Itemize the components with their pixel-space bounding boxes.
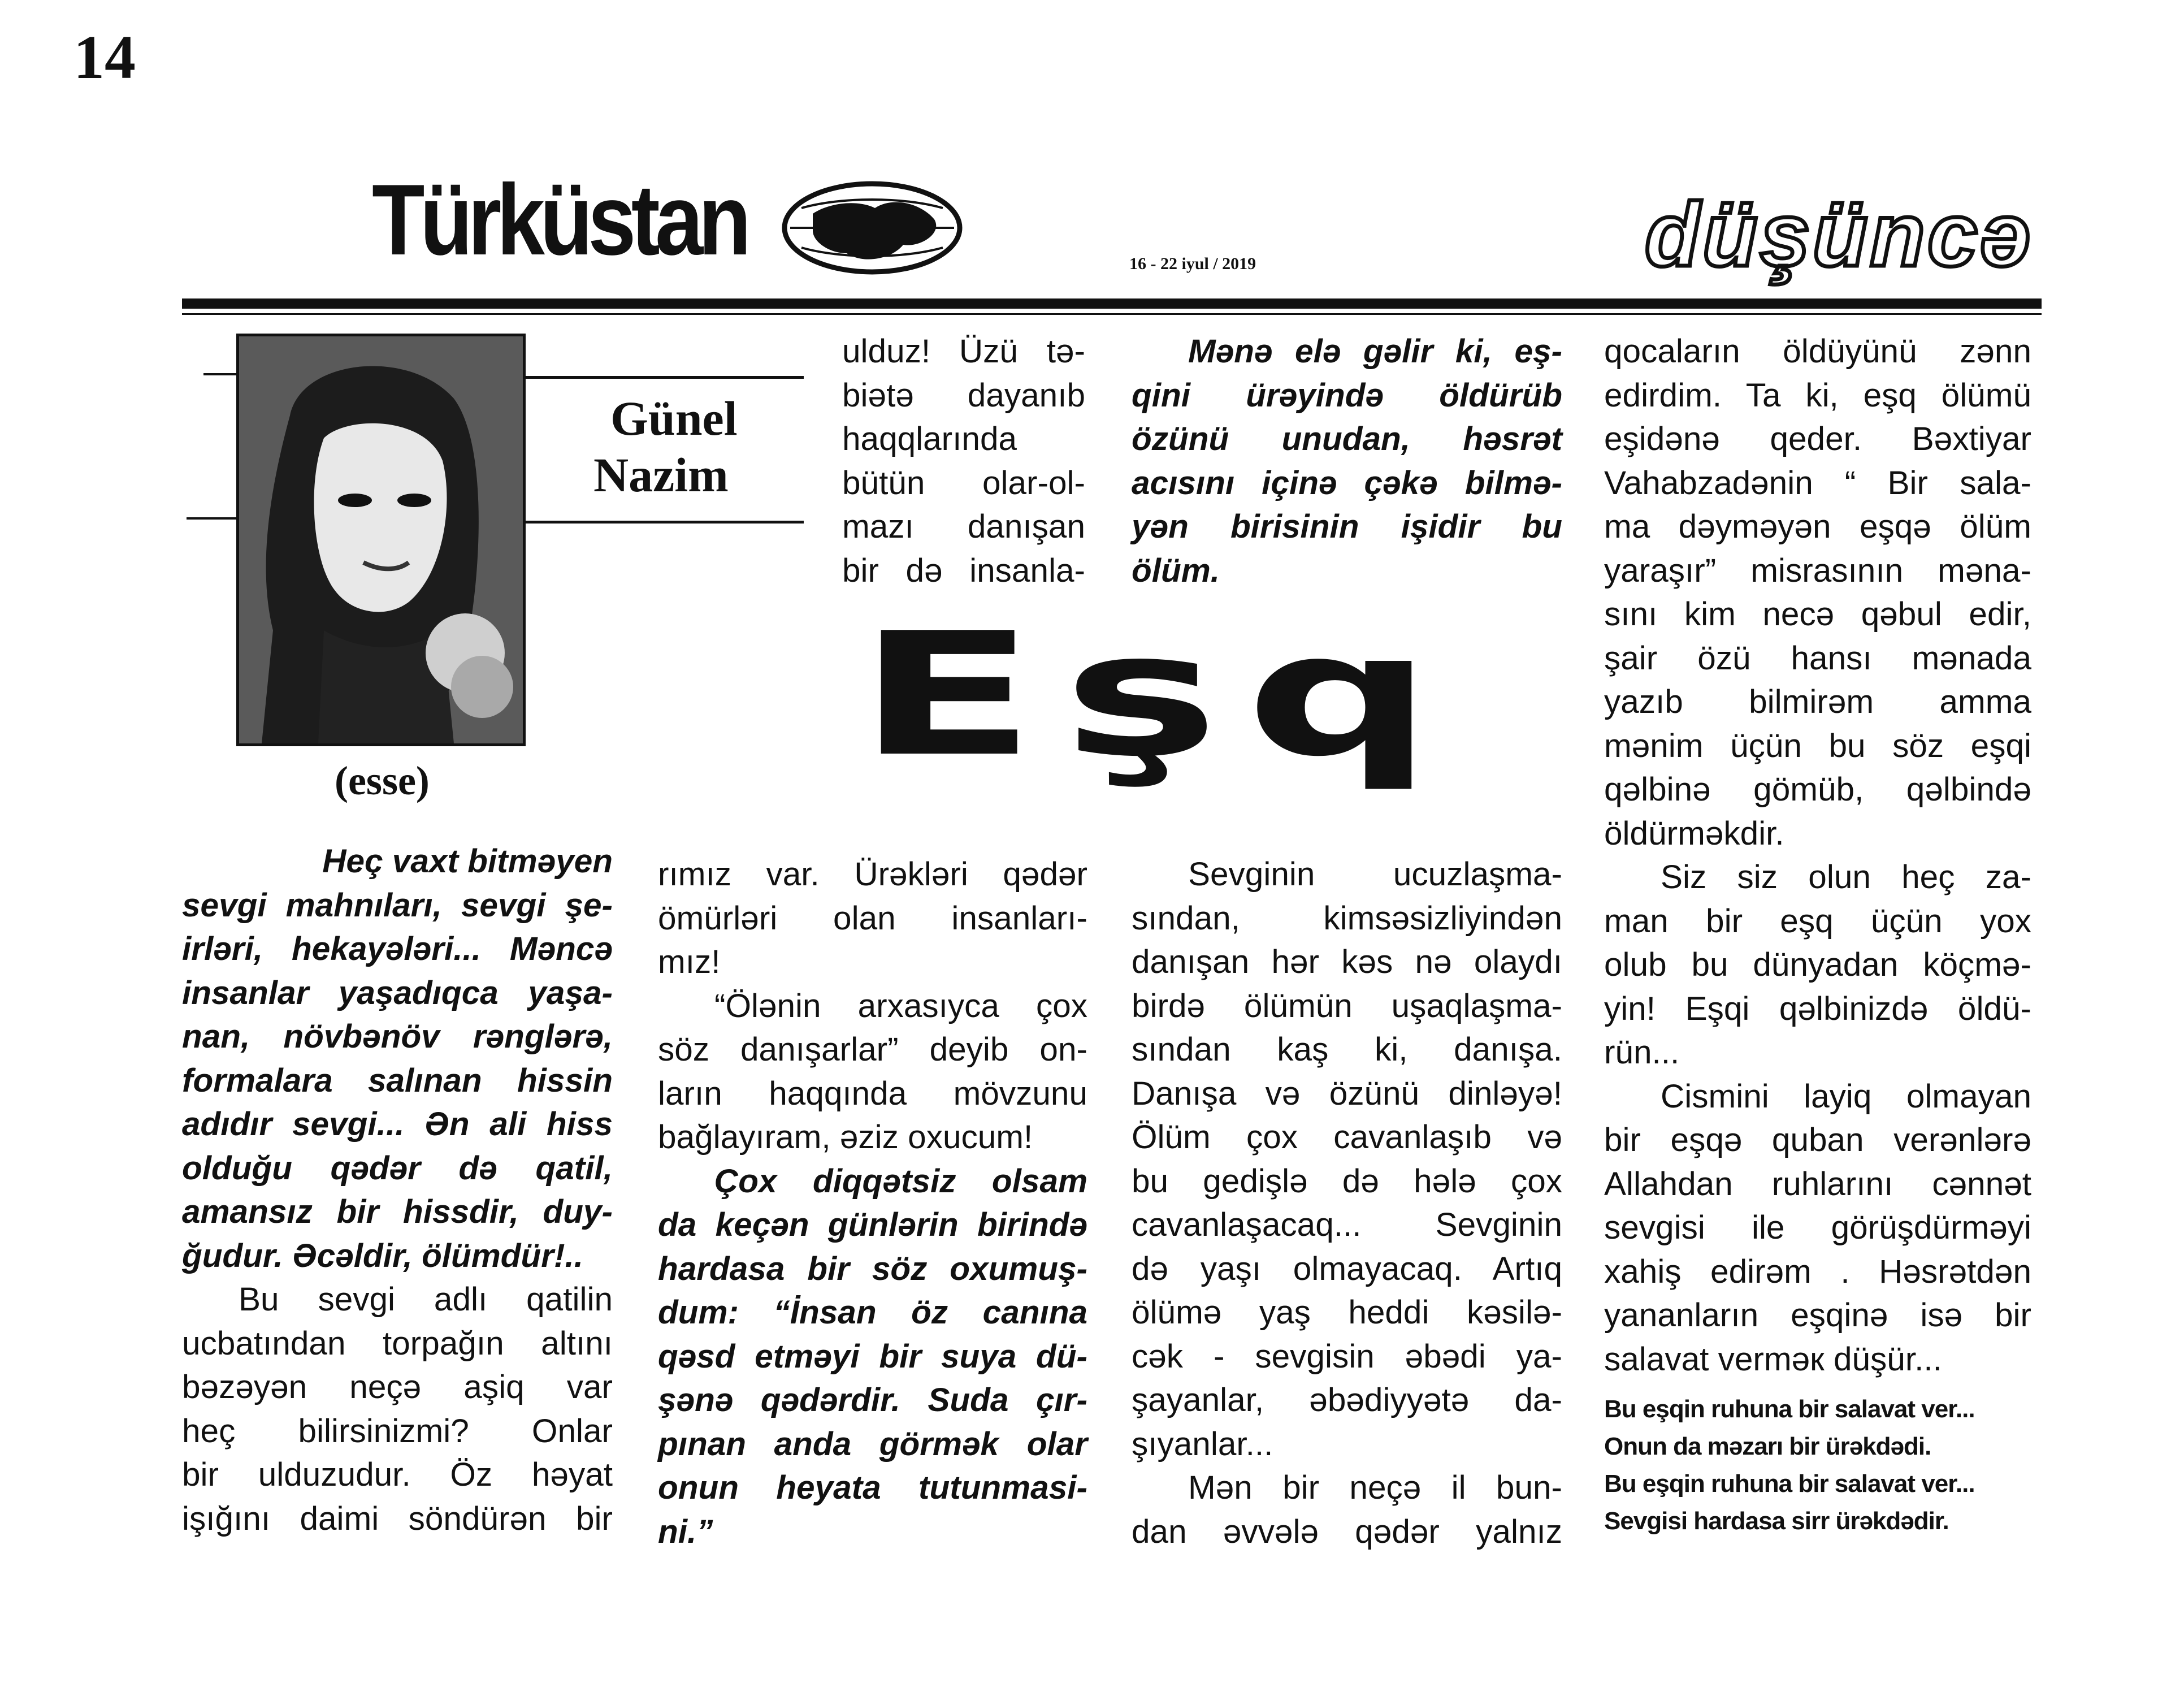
masthead-rule bbox=[182, 298, 2042, 309]
author-rule bbox=[526, 376, 804, 379]
text-line: ömürləri olan insanları- bbox=[658, 899, 1087, 937]
text-line: Mən bir neçə il bun- bbox=[1188, 1469, 1562, 1506]
text-line: qocaların öldüyünü zənn bbox=[1604, 333, 2031, 370]
text-line: ölüm. bbox=[1132, 552, 1220, 589]
column-2-top bbox=[842, 330, 1085, 592]
text-line: bir ulduzudur. Öz həyat bbox=[182, 1456, 613, 1493]
text-line: adıdır sevgi... Ən ali hiss bbox=[182, 1106, 613, 1143]
poem-line: Onun da məzarı bir ürəkdədi. bbox=[1604, 1433, 1931, 1460]
column-1 bbox=[182, 840, 613, 1541]
text-line: Bu sevgi adlı qatilin bbox=[239, 1281, 613, 1318]
masthead-rule-thin bbox=[182, 313, 2042, 315]
text-line: insanlar yaşadıqca yaşa- bbox=[182, 974, 613, 1011]
text-line: mazı danışan bbox=[842, 508, 1085, 545]
text-line: bağlayıram, əziz oxucum! bbox=[658, 1119, 1033, 1156]
text-line: salavat verməк düşür... bbox=[1604, 1340, 1942, 1378]
text-line: mız! bbox=[658, 944, 721, 980]
photo-frame-tick bbox=[203, 373, 236, 375]
text-line: xahiş edirəm . Həsrətdən bbox=[1604, 1253, 2031, 1290]
text-line: ların haqqında mövzunu bbox=[658, 1075, 1087, 1112]
text-line: man bir eşq üçün yox bbox=[1604, 902, 2031, 940]
text-line: Ölüm çox cavanlaşıb və bbox=[1132, 1119, 1562, 1156]
text-line: ölümə yaş heddi kəsilə- bbox=[1132, 1294, 1562, 1331]
author-first-name: Günel bbox=[610, 391, 738, 445]
text-line: Cismini layiq olmayan bbox=[1661, 1078, 2031, 1115]
text-line: sevgisi ile görüşdürməyi bbox=[1604, 1209, 2031, 1246]
text-line: edirdim. Ta ki, eşq ölümü bbox=[1604, 377, 2031, 414]
quote-paragraph bbox=[658, 1159, 1087, 1554]
column-3 bbox=[1132, 853, 1562, 1554]
pull-quote bbox=[1132, 330, 1562, 592]
text-line: yaraşır” misrasının məna- bbox=[1604, 552, 2031, 589]
body-paragraph bbox=[182, 1278, 613, 1541]
text-line: bəzəyən neçə aşiq var bbox=[182, 1369, 613, 1405]
text-line: Heç vaxt bitməyen bbox=[322, 843, 613, 880]
text-line: yin! Eşqi qəlbinizdə öldü- bbox=[1604, 990, 2031, 1027]
text-line: yananların eşqinə isə bir bbox=[1604, 1297, 2031, 1334]
poem-line: Bu eşqin ruhuna bir salavat ver... bbox=[1604, 1395, 1975, 1423]
closing-poem bbox=[1604, 1391, 2034, 1540]
text-line: şənə qədərdir. Suda çır- bbox=[658, 1382, 1087, 1418]
issue-date: 16 - 22 iyul / 2019 bbox=[1129, 254, 1256, 273]
text-line: biətə dayanıb bbox=[842, 377, 1085, 414]
text-line: yazıb bilmirəm amma bbox=[1604, 683, 2031, 720]
text-line: Mənə elə gəlir ki, eş- bbox=[1188, 333, 1562, 370]
text-line: olub bu dünyadan köçmə- bbox=[1604, 946, 2031, 983]
column-2 bbox=[658, 853, 1087, 1554]
globe-logo-icon bbox=[779, 180, 965, 276]
body-paragraph bbox=[1132, 1466, 1562, 1554]
text-line: qəlbinə gömüb, qəlbində bbox=[1604, 771, 2031, 808]
newspaper-brand: Türküstan bbox=[372, 163, 747, 276]
body-paragraph bbox=[1604, 855, 2031, 1075]
text-line: yən birisinin işidir bu bbox=[1132, 508, 1562, 545]
body-paragraph bbox=[1132, 853, 1562, 1466]
text-line: şayanlar, əbədiyyətə da- bbox=[1132, 1382, 1562, 1418]
text-line: Sevginin ucuzlaşma- bbox=[1188, 856, 1562, 893]
text-line: söz danışarlar” deyib on- bbox=[658, 1031, 1087, 1068]
text-line: eşidənə qeder. Bəxtiyar bbox=[1604, 421, 2031, 457]
poem-line: Bu eşqin ruhuna bir salavat ver... bbox=[1604, 1470, 1975, 1498]
text-line: ğudur. Əcəldir, ölümdür!.. bbox=[182, 1237, 584, 1274]
text-line: rımız var. Ürəkləri qədər bbox=[658, 856, 1087, 893]
text-line: sından kaş ki, danışa. bbox=[1132, 1031, 1562, 1068]
text-line: da keçən günlərin birində bbox=[658, 1206, 1087, 1243]
text-line: özünü unudan, həsrət bbox=[1132, 421, 1562, 457]
text-line: Vahabzadənin “ Bir sala- bbox=[1604, 464, 2031, 501]
text-line: pınan anda görmək olar bbox=[658, 1425, 1087, 1463]
text-line: sından, kimsəsizliyindən bbox=[1132, 899, 1562, 937]
text-line: nan, növbənöv rənglərə, bbox=[182, 1018, 613, 1055]
text-line: şair özü hansı mənada bbox=[1604, 639, 2031, 677]
text-line: Çox diqqətsiz olsam bbox=[714, 1162, 1087, 1200]
text-line: ni.” bbox=[658, 1513, 713, 1550]
text-line: bir də insanla- bbox=[842, 552, 1085, 589]
author-portrait-image bbox=[239, 336, 523, 743]
text-line: hardasa bir söz oxumuş- bbox=[658, 1250, 1087, 1287]
text-line: Danışa və özünü dinləyə! bbox=[1132, 1075, 1562, 1112]
text-line: ucbatından torpağın altını bbox=[182, 1325, 613, 1362]
text-line: rün... bbox=[1604, 1034, 1680, 1071]
lead-paragraph bbox=[182, 840, 613, 1278]
text-line: bir eşqə quban verənlərə bbox=[1604, 1122, 2031, 1158]
text-line: danışan hər kəs nə olaydı bbox=[1132, 944, 1562, 980]
text-line: bu gedişlə də hələ çox bbox=[1132, 1162, 1562, 1200]
text-line: olduğu qədər də qatil, bbox=[182, 1149, 613, 1187]
text-line: öldürməkdir. bbox=[1604, 815, 1784, 852]
genre-label: (esse) bbox=[335, 758, 430, 803]
section-name: düşüncə bbox=[1645, 184, 2033, 285]
body-paragraph bbox=[1604, 1075, 2031, 1382]
text-line: amansız bir hissdir, duy- bbox=[182, 1193, 613, 1230]
body-paragraph bbox=[1604, 330, 2031, 855]
text-line: bütün olar-ol- bbox=[842, 464, 1085, 501]
text-line: qəsd etməyi bir suya dü- bbox=[658, 1338, 1087, 1375]
text-line: heç bilirsinizmi? Onlar bbox=[182, 1412, 613, 1450]
text-line: Siz siz olun heç za- bbox=[1661, 859, 2031, 895]
text-line: irləri, hekayələri... Məncə bbox=[182, 931, 613, 967]
text-line: ulduz! Üzü tə- bbox=[842, 333, 1085, 370]
text-line: sevgi mahnıları, sevgi şe- bbox=[182, 886, 613, 924]
text-line: də yaşı olmayacaq. Artıq bbox=[1132, 1250, 1562, 1287]
text-line: sını kim necə qəbul edir, bbox=[1604, 596, 2031, 633]
text-line: dum: “İnsan öz canına bbox=[658, 1294, 1087, 1331]
text-line: dan əvvələ qədər yalnız bbox=[1132, 1513, 1562, 1550]
text-line: acısını içinə çəkə bilmə- bbox=[1132, 464, 1562, 501]
text-line: ma dəyməyən eşqə ölüm bbox=[1604, 508, 2031, 545]
text-line: cavanlaşacaq... Sevginin bbox=[1132, 1206, 1562, 1243]
author-photo bbox=[236, 334, 526, 746]
text-line: Allahdan ruhlarını cənnət bbox=[1604, 1165, 2031, 1202]
text-line: mənim üçün bu söz eşqi bbox=[1604, 727, 2031, 764]
author-last-name: Nazim bbox=[593, 448, 729, 502]
body-paragraph bbox=[658, 853, 1087, 984]
author-rule bbox=[526, 521, 804, 523]
article-headline: Eşq bbox=[857, 596, 1460, 794]
text-line: haqqlarında bbox=[842, 421, 1017, 457]
text-line: formalara salınan hissin bbox=[182, 1062, 613, 1099]
text-line: cək - sevgisin əbədi ya- bbox=[1132, 1338, 1562, 1375]
text-line: işığını daimi söndürən bir bbox=[182, 1500, 613, 1537]
photo-frame-tick bbox=[187, 517, 236, 520]
poem-line: Sevgisi hardasa sirr ürəkdədir. bbox=[1604, 1507, 1949, 1535]
text-line: onun heyata tutunmasi- bbox=[658, 1469, 1087, 1506]
text-line: “Ölənin arxasıyca çox bbox=[714, 987, 1087, 1024]
page-number: 14 bbox=[73, 23, 136, 92]
body-paragraph bbox=[658, 984, 1087, 1159]
text-line: şıyanlar... bbox=[1132, 1425, 1273, 1463]
text-line: birdə ölümün uşaqlaşma- bbox=[1132, 987, 1562, 1024]
column-4 bbox=[1604, 330, 2031, 1381]
text-line: qini ürəyində öldürüb bbox=[1132, 377, 1562, 414]
